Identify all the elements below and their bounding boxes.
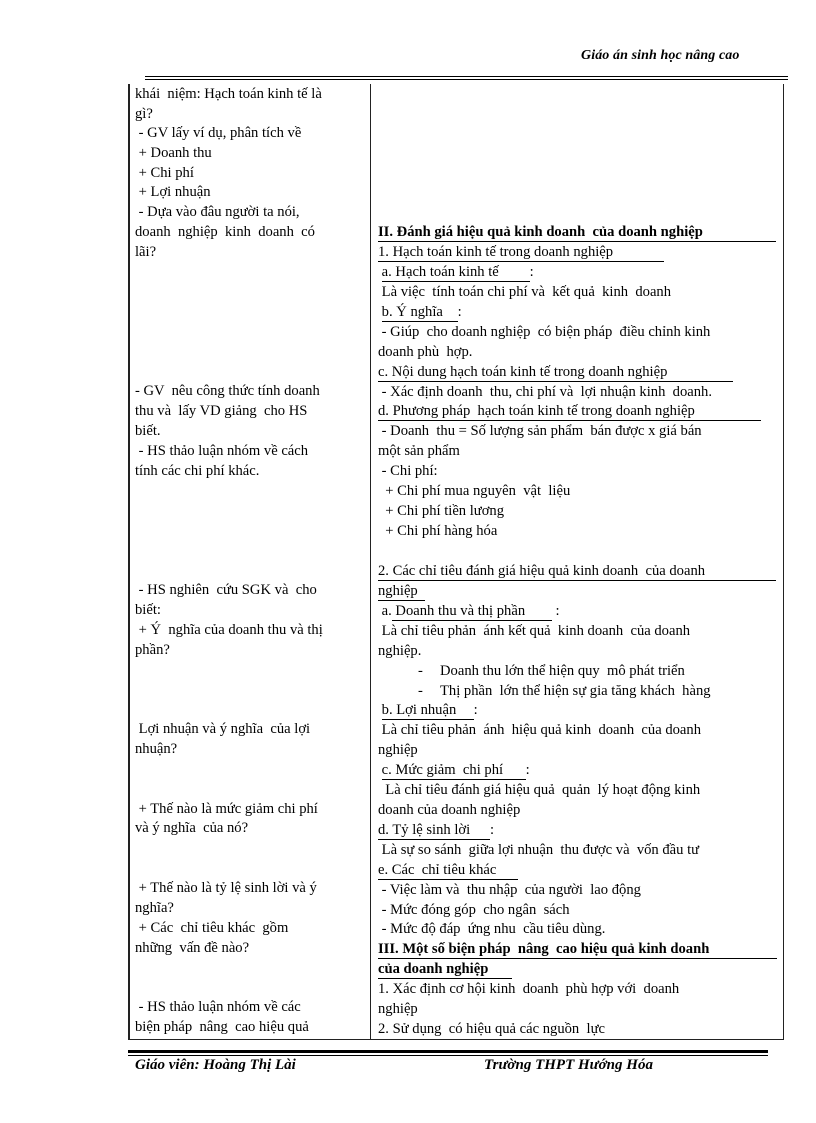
activity-line: và ý nghĩa của nó? [135, 820, 249, 836]
activity-line: lãi? [135, 244, 157, 260]
item-2-1d-text-4: + Chi phí mua nguyên vật liệu [378, 483, 571, 499]
activity-line: - Dựa vào đâu người ta nói, [135, 204, 300, 220]
activity-line: - HS thảo luận nhóm về các [135, 999, 301, 1015]
item-2-1a-heading: a. Hạch toán kinh tế : [381, 264, 534, 280]
section-3-heading: III. Một số biện pháp nâng cao hiệu quả kinh doanh [378, 939, 777, 959]
activity-line: nhuận? [135, 741, 178, 757]
item-2-2b-text-1: Là chỉ tiêu phản ánh hiệu quả kinh doanh của doanh [378, 722, 701, 738]
activity-line: + Ý nghĩa của doanh thu và thị [135, 622, 323, 638]
item-2-2c-text-2: doanh của doanh nghiệp [378, 802, 521, 818]
activity-line: những vấn đề nào? [135, 940, 250, 956]
item-2-1c-heading: c. Nội dung hạch toán kinh tế trong doanh nghiệp [378, 362, 733, 382]
activity-line: + Thế nào là tỷ lệ sinh lời và ý [135, 880, 317, 896]
section-3-item-1-cont: nghiệp [378, 1001, 418, 1017]
activity-line: - HS nghiên cứu SGK và cho [135, 582, 317, 598]
item-2-2a-bullet-1: Doanh thu lớn thể hiện quy mô phát triển [440, 663, 685, 679]
item-2-1d-text-6: + Chi phí hàng hóa [378, 523, 498, 539]
bullet-dash: - [418, 683, 423, 699]
subsection-2-2-heading-cont: nghiệp [378, 581, 425, 601]
activity-line: thu và lấy VD giảng cho HS [135, 403, 308, 419]
item-2-2b-text-2: nghiệp [378, 742, 418, 758]
activity-line: doanh nghiệp kinh doanh có [135, 224, 315, 240]
item-2-2a-text-1: Là chỉ tiêu phản ánh kết quả kinh doanh của doanh [378, 623, 691, 639]
activity-line: phần? [135, 642, 170, 658]
item-2-1d-text-3: - Chi phí: [378, 463, 438, 479]
section-2-heading: II. Đánh giá hiệu quả kinh doanh của doanh nghiệp [378, 222, 776, 242]
activity-line: + Chi phí [135, 165, 194, 181]
item-2-2c-text-1: Là chỉ tiêu đánh giá hiệu quả quản lý hoạt động kinh [378, 782, 701, 798]
item-2-2d-text: Là sự so sánh giữa lợi nhuận thu được và vốn đầu tư [378, 842, 700, 858]
header-rule-top [145, 76, 788, 77]
item-2-1d-heading: d. Phương pháp hạch toán kinh tế trong doanh nghiệp [378, 401, 761, 421]
item-2-1b-text-cont: doanh phù hợp. [378, 344, 473, 360]
activity-line: tính các chi phí khác. [135, 463, 260, 479]
item-2-2e-heading: e. Các chỉ tiêu khác [378, 860, 518, 880]
activity-line: Lợi nhuận và ý nghĩa của lợi [135, 721, 311, 737]
table-column-divider [370, 84, 371, 1040]
item-2-2a-heading: a. Doanh thu và thị phần : [378, 603, 560, 619]
activity-line: biết. [135, 423, 161, 439]
activity-line: + Lợi nhuận [135, 184, 211, 200]
activity-line: - HS thảo luận nhóm về cách [135, 443, 309, 459]
footer-rule-thick [128, 1050, 768, 1053]
footer-school-name: Trường THPT Hướng Hóa [484, 1057, 653, 1073]
section-3-item-1: 1. Xác định cơ hội kinh doanh phù hợp với doanh [378, 981, 680, 997]
activity-line: + Doanh thu [135, 145, 212, 161]
item-2-2e-text-3: - Mức độ đáp ứng nhu cầu tiêu dùng. [378, 921, 606, 937]
activity-line: khái niệm: Hạch toán kinh tế là [135, 86, 322, 102]
activity-line: gì? [135, 106, 153, 122]
subsection-2-1-heading: 1. Hạch toán kinh tế trong doanh nghiệp [378, 242, 664, 262]
item-2-2b-heading: b. Lợi nhuận : [381, 702, 478, 718]
header-rule-bottom [145, 79, 788, 80]
item-2-1a-text: Là việc tính toán chi phí và kết quả kinh doanh [378, 284, 672, 300]
item-2-1c-text: - Xác định doanh thu, chi phí và lợi nhuận kinh doanh. [378, 384, 712, 400]
page-header-title: Giáo án sinh học nâng cao [581, 48, 740, 63]
item-2-1d-text-5: + Chi phí tiền lương [378, 503, 505, 519]
activity-line: + Các chỉ tiêu khác gồm [135, 920, 289, 936]
section-3-heading-cont: của doanh nghiệp [378, 959, 512, 979]
activity-line: + Thế nào là mức giảm chi phí [135, 801, 318, 817]
activity-line: - GV lấy ví dụ, phân tích về [135, 125, 302, 141]
item-2-2e-text-2: - Mức đóng góp cho ngân sách [378, 902, 570, 918]
item-2-2a-bullet-2: Thị phần lớn thể hiện sự gia tăng khách hàng [440, 683, 711, 699]
bullet-dash: - [418, 663, 423, 679]
item-2-1b-text: - Giúp cho doanh nghiệp có biện pháp điều chỉnh kinh [378, 324, 711, 340]
activity-line: nghĩa? [135, 900, 174, 916]
activity-line: - GV nêu công thức tính doanh [135, 383, 320, 399]
item-2-2d-heading: d. Tỷ lệ sinh lời : [378, 822, 495, 838]
item-2-2e-text-1: - Việc làm và thu nhập của người lao động [378, 882, 641, 898]
item-2-2c-heading: c. Mức giảm chi phí : [381, 762, 530, 778]
item-2-2a-text-2: nghiệp. [378, 643, 422, 659]
activity-line: biết: [135, 602, 161, 618]
section-3-item-2: 2. Sử dụng có hiệu quả các nguồn lực [378, 1021, 605, 1037]
activity-line: biện pháp nâng cao hiệu quả [135, 1019, 309, 1035]
item-2-1b-heading: b. Ý nghĩa : [381, 304, 462, 320]
item-2-1d-text-1: - Doanh thu = Số lượng sản phẩm bán được x giá bán [378, 423, 702, 439]
footer-teacher-name: Giáo viên: Hoàng Thị Lài [135, 1057, 296, 1073]
subsection-2-2-heading: 2. Các chỉ tiêu đánh giá hiệu quả kinh doanh của doanh [378, 561, 776, 581]
item-2-1d-text-2: một sản phẩm [378, 443, 460, 459]
footer-rule-thin [128, 1055, 768, 1056]
